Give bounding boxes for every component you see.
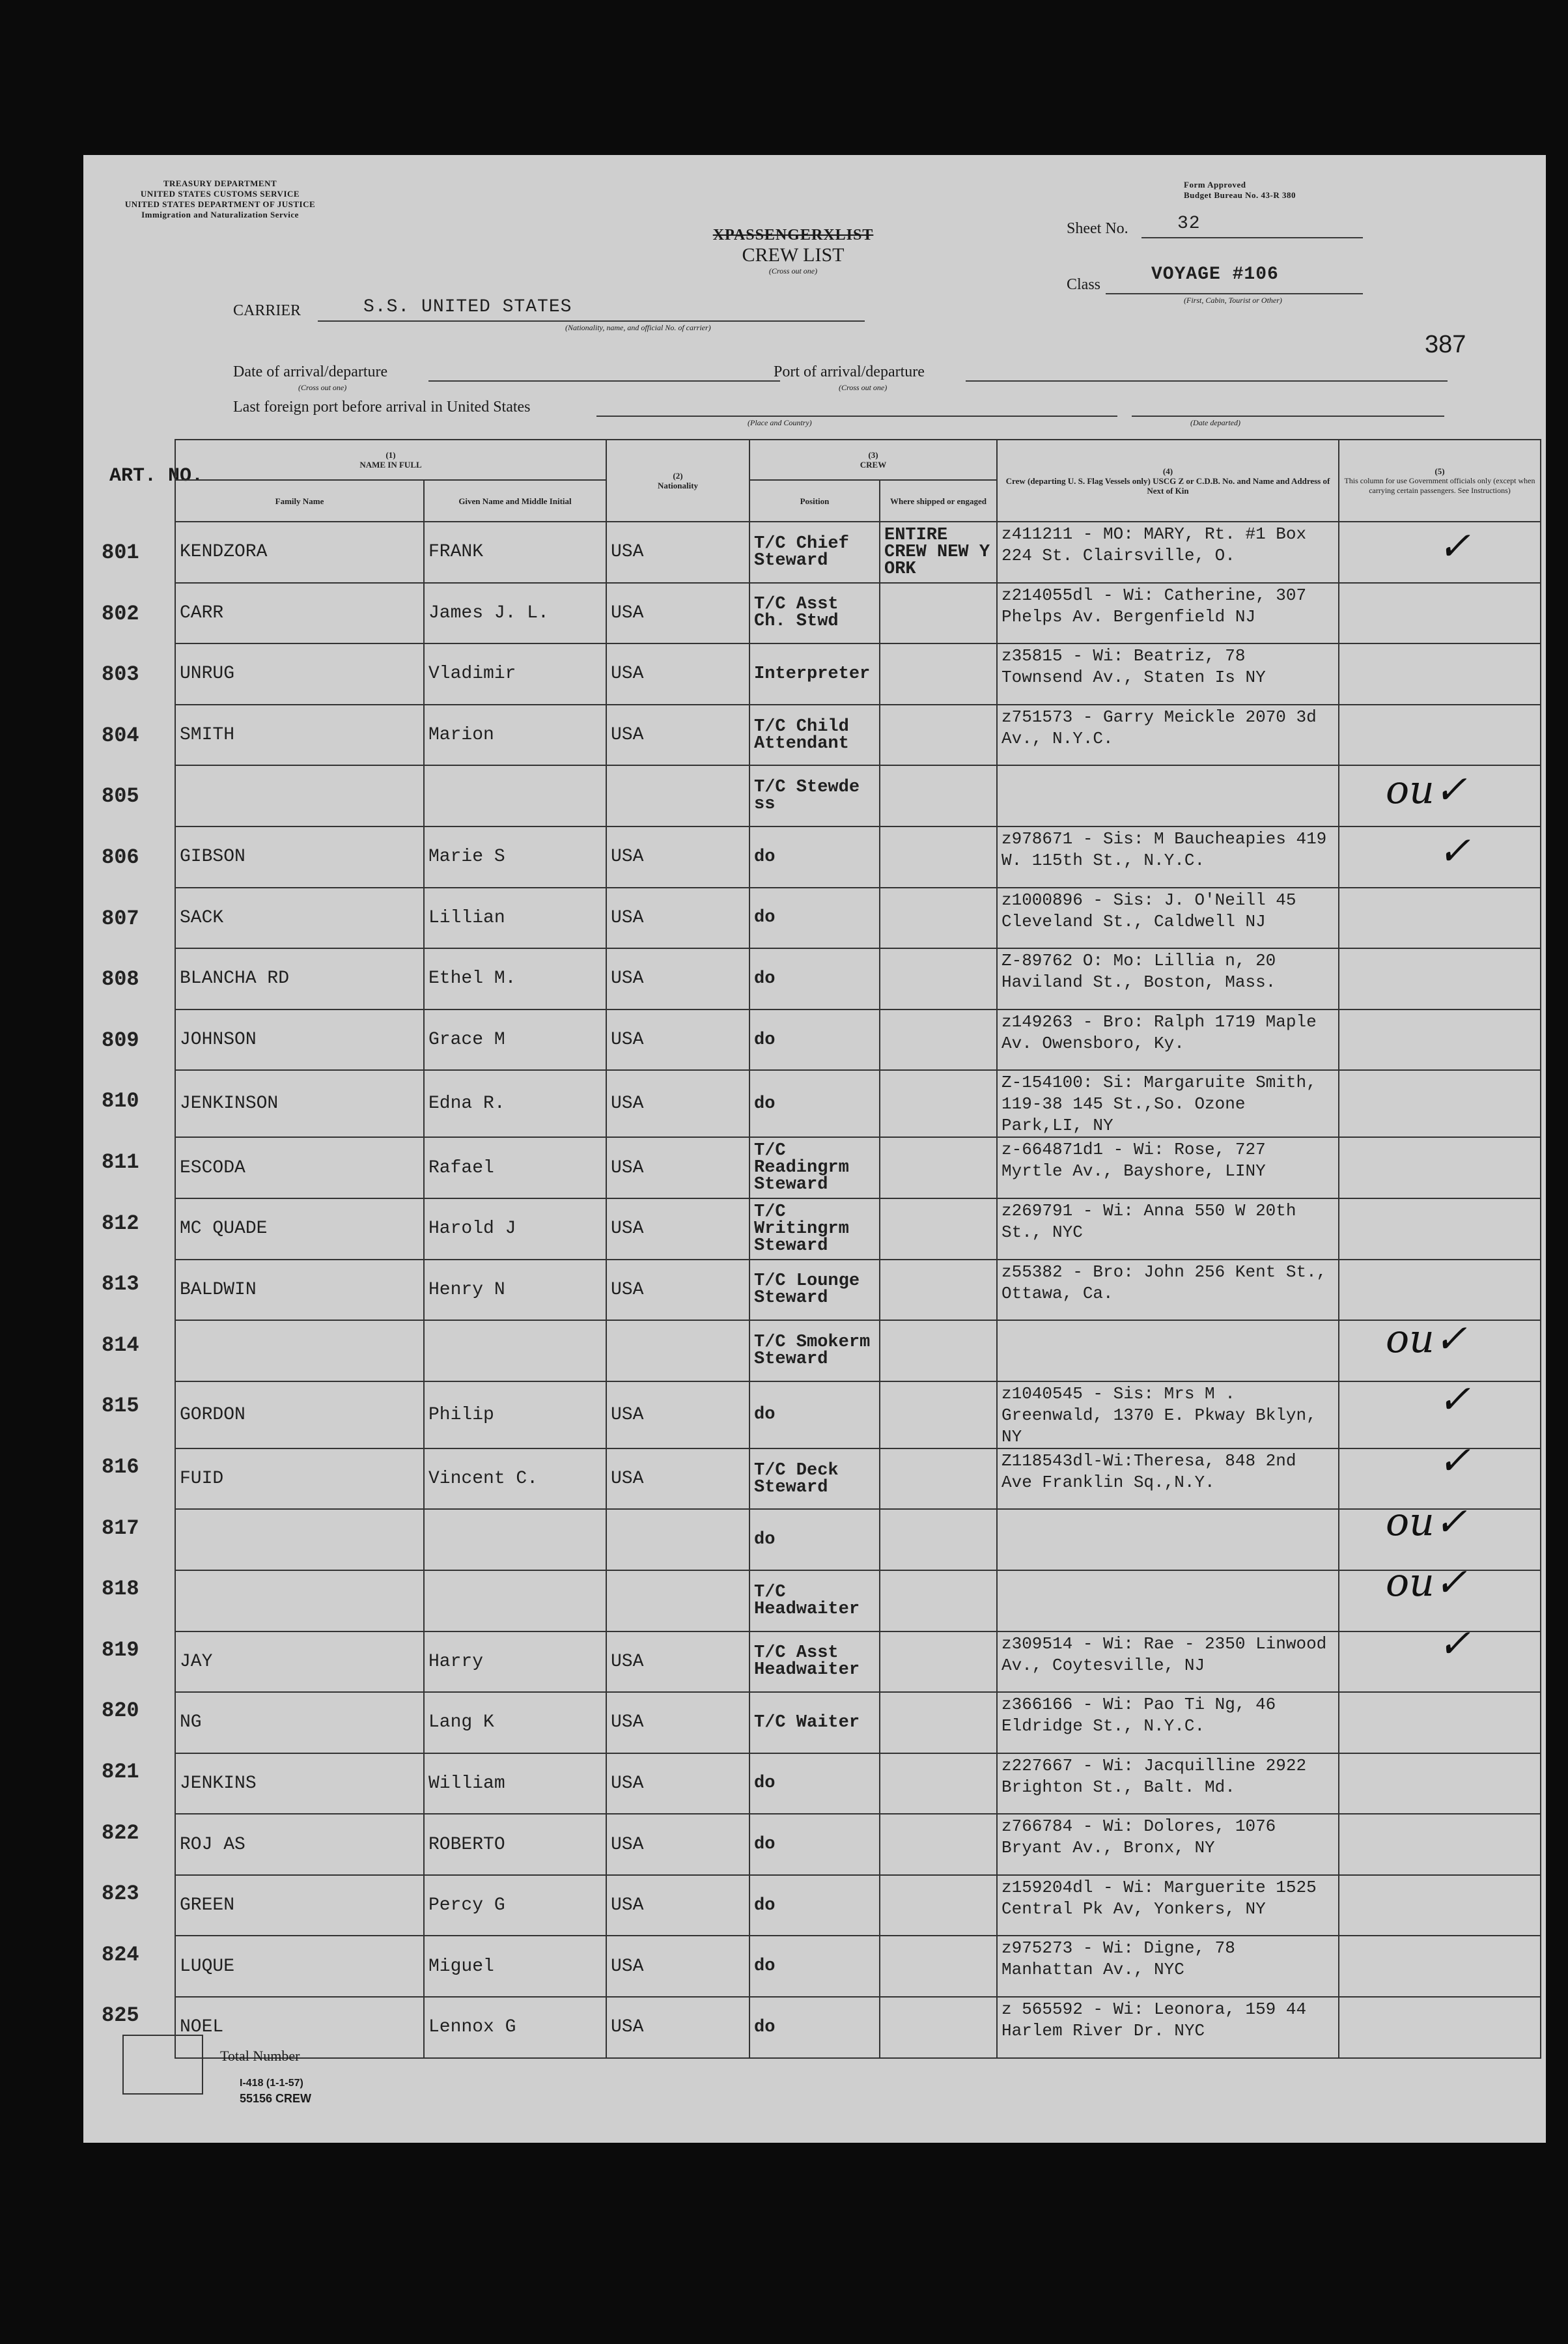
article-number: 824	[102, 1942, 139, 1967]
date-cross-hint: (Cross out one)	[298, 383, 347, 392]
table-row	[175, 1010, 1541, 1071]
position-cell: T/C Readingrm Steward	[749, 1137, 880, 1198]
next-of-kin-cell: Z118543dl-Wi:Theresa, 848 2nd Ave Franklin Sq.,N.Y.	[997, 1448, 1339, 1510]
official-use-cell	[1339, 888, 1541, 949]
col4-title: Crew (departing U. S. Flag Vessels only) USCG Z or C.D.B. No. and Name and Address of Next of Kin	[1005, 475, 1330, 496]
given-name-cell: Lennox G	[424, 1997, 606, 2058]
col-crew-header	[749, 440, 997, 480]
table-row	[175, 1070, 1541, 1137]
table-row	[175, 1692, 1541, 1753]
col1-num: (1)	[385, 450, 396, 460]
next-of-kin-cell: z366166 - Wi: Pao Ti Ng, 46 Eldridge St., N.Y.C.	[997, 1692, 1339, 1753]
where-shipped-cell	[880, 1875, 997, 1936]
next-of-kin-cell: z1040545 - Sis: Mrs M . Greenwald, 1370 E. Pkway Bklyn, NY	[997, 1381, 1339, 1448]
col1-title: NAME IN FULL	[359, 460, 422, 470]
col-name-header	[175, 440, 606, 480]
position-cell: T/C Writingrm Steward	[749, 1198, 880, 1260]
official-use-cell	[1339, 1070, 1541, 1137]
out-mark-icon: ou✓	[1386, 767, 1468, 813]
form-approved-label: Form Approved	[1184, 180, 1246, 190]
given-name-cell: Marion	[424, 705, 606, 766]
date-departed-hint: (Date departed)	[1190, 418, 1240, 427]
out-mark-icon: ou✓	[1386, 1316, 1468, 1362]
where-shipped-cell	[880, 583, 997, 644]
official-use-cell	[1339, 1692, 1541, 1753]
family-name-cell	[175, 1509, 424, 1570]
table-row	[175, 1997, 1541, 2058]
family-name-cell: GREEN	[175, 1875, 424, 1936]
article-number: 806	[102, 845, 139, 869]
table-row	[175, 1631, 1541, 1693]
nationality-cell: USA	[606, 1070, 749, 1137]
where-shipped-cell	[880, 1010, 997, 1071]
next-of-kin-cell: z159204dl - Wi: Marguerite 1525 Central Pk Av, Yonkers, NY	[997, 1875, 1339, 1936]
article-number: 811	[102, 1150, 139, 1174]
family-name-cell: BLANCHA RD	[175, 948, 424, 1010]
col-where-shipped-header: Where shipped or engaged	[880, 480, 997, 522]
given-name-cell: Marie S	[424, 826, 606, 888]
art-no-label: ART. NO.	[109, 465, 204, 487]
last-port-label: Last foreign port before arrival in United States	[233, 399, 531, 416]
family-name-cell	[175, 1320, 424, 1381]
next-of-kin-cell	[997, 1320, 1339, 1381]
nationality-cell: USA	[606, 826, 749, 888]
next-of-kin-cell: z55382 - Bro: John 256 Kent St., Ottawa, Ca.	[997, 1260, 1339, 1321]
agency-line: UNITED STATES CUSTOMS SERVICE	[140, 189, 300, 199]
given-name-cell: Percy G	[424, 1875, 606, 1936]
next-of-kin-cell	[997, 1570, 1339, 1631]
nationality-cell: USA	[606, 1753, 749, 1814]
nationality-cell: USA	[606, 1631, 749, 1693]
given-name-cell	[424, 1320, 606, 1381]
given-name-cell: William	[424, 1753, 606, 1814]
table-row	[175, 888, 1541, 949]
nationality-cell: USA	[606, 1936, 749, 1997]
crew-list-title: CREW LIST	[742, 244, 845, 266]
position-cell: T/C Child Attendant	[749, 705, 880, 766]
check-mark-icon: ✓	[1438, 524, 1471, 569]
total-number-box	[122, 2035, 203, 2095]
position-cell: do	[749, 1936, 880, 1997]
family-name-cell: FUID	[175, 1448, 424, 1510]
given-name-cell	[424, 765, 606, 826]
agency-block	[122, 178, 318, 220]
table-row	[175, 1875, 1541, 1936]
position-cell: T/C Deck Steward	[749, 1448, 880, 1510]
col2-title: Nationality	[657, 481, 699, 490]
official-use-cell	[1339, 643, 1541, 705]
family-name-cell: ESCODA	[175, 1137, 424, 1198]
agency-line: Immigration and Naturalization Service	[141, 210, 299, 219]
form-approved-block	[1184, 180, 1296, 201]
nationality-cell	[606, 765, 749, 826]
col5-num: (5)	[1435, 466, 1445, 476]
port-label: Port of arrival/departure	[774, 363, 925, 380]
where-shipped-cell	[880, 1814, 997, 1875]
nationality-cell: USA	[606, 1381, 749, 1448]
nationality-cell: USA	[606, 705, 749, 766]
article-number: 807	[102, 906, 139, 931]
sheet-no-label: Sheet No.	[1067, 220, 1128, 237]
given-name-cell	[424, 1570, 606, 1631]
crew-stamp: 55156 CREW	[240, 2092, 312, 2105]
position-cell: T/C Asst Headwaiter	[749, 1631, 880, 1693]
table-row	[175, 1509, 1541, 1570]
article-number: 816	[102, 1455, 139, 1479]
given-name-cell: Vladimir	[424, 643, 606, 705]
where-shipped-cell	[880, 1570, 997, 1631]
article-number: 823	[102, 1882, 139, 1906]
family-name-cell: JENKINS	[175, 1753, 424, 1814]
position-cell: do	[749, 1997, 880, 2058]
family-name-cell: GIBSON	[175, 826, 424, 888]
next-of-kin-cell: z269791 - Wi: Anna 550 W 20th St., NYC	[997, 1198, 1339, 1260]
article-number: 804	[102, 723, 139, 748]
nationality-cell: USA	[606, 948, 749, 1010]
where-shipped-cell	[880, 1997, 997, 2058]
article-number: 801	[102, 541, 139, 565]
col-kin-header	[997, 440, 1339, 522]
family-name-cell: UNRUG	[175, 643, 424, 705]
family-name-cell: LUQUE	[175, 1936, 424, 1997]
given-name-cell	[424, 1509, 606, 1570]
given-name-cell: Rafael	[424, 1137, 606, 1198]
where-shipped-cell	[880, 948, 997, 1010]
article-number: 814	[102, 1333, 139, 1357]
carrier-value: S.S. UNITED STATES	[363, 297, 572, 317]
nationality-cell: USA	[606, 888, 749, 949]
position-cell: do	[749, 1070, 880, 1137]
table-row	[175, 1198, 1541, 1260]
crew-list-sheet	[83, 155, 1546, 2143]
where-shipped-cell	[880, 1320, 997, 1381]
where-shipped-cell	[880, 1753, 997, 1814]
cross-out-hint: (Cross out one)	[768, 266, 818, 275]
col3-num: (3)	[868, 450, 878, 460]
out-mark-icon: ou✓	[1386, 1560, 1468, 1606]
nationality-cell: USA	[606, 1997, 749, 2058]
position-cell: do	[749, 948, 880, 1010]
nationality-cell: USA	[606, 1875, 749, 1936]
article-number: 818	[102, 1577, 139, 1602]
where-shipped-cell	[880, 1070, 997, 1137]
family-name-cell: SMITH	[175, 705, 424, 766]
family-name-cell: GORDON	[175, 1381, 424, 1448]
position-cell: do	[749, 826, 880, 888]
place-hint: (Place and Country)	[748, 418, 812, 427]
article-number: 810	[102, 1089, 139, 1114]
official-use-cell	[1339, 1875, 1541, 1936]
nationality-cell: USA	[606, 1692, 749, 1753]
where-shipped-cell	[880, 1692, 997, 1753]
position-cell: do	[749, 1010, 880, 1071]
next-of-kin-cell: Z-89762 O: Mo: Lillia n, 20 Haviland St., Boston, Mass.	[997, 948, 1339, 1010]
next-of-kin-cell: z975273 - Wi: Digne, 78 Manhattan Av., NYC	[997, 1936, 1339, 1997]
official-use-cell	[1339, 1137, 1541, 1198]
given-name-cell: James J. L.	[424, 583, 606, 644]
position-cell: Interpreter	[749, 643, 880, 705]
family-name-cell	[175, 1570, 424, 1631]
article-number: 813	[102, 1272, 139, 1297]
where-shipped-cell	[880, 888, 997, 949]
table-row	[175, 583, 1541, 644]
given-name-cell: Harold J	[424, 1198, 606, 1260]
where-shipped-cell	[880, 826, 997, 888]
nationality-cell: USA	[606, 522, 749, 583]
official-use-cell	[1339, 705, 1541, 766]
given-name-cell: Grace M	[424, 1010, 606, 1071]
sheet-no-value: 32	[1177, 214, 1201, 234]
next-of-kin-cell: z-664871d1 - Wi: Rose, 727 Myrtle Av., Bayshore, LINY	[997, 1137, 1339, 1198]
article-number: 825	[102, 2003, 139, 2028]
position-cell: T/C Chief Steward	[749, 522, 880, 583]
where-shipped-cell	[880, 1448, 997, 1510]
total-number-label: Total Number	[220, 2048, 300, 2064]
position-cell: do	[749, 1753, 880, 1814]
check-mark-icon: ✓	[1438, 1620, 1471, 1667]
next-of-kin-cell	[997, 765, 1339, 826]
where-shipped-cell	[880, 1137, 997, 1198]
given-name-cell: Lillian	[424, 888, 606, 949]
given-name-cell: ROBERTO	[424, 1814, 606, 1875]
family-name-cell: ROJ AS	[175, 1814, 424, 1875]
nationality-cell	[606, 1320, 749, 1381]
class-hint: (First, Cabin, Tourist or Other)	[1184, 296, 1282, 305]
list-title-block	[689, 227, 897, 276]
article-number: 802	[102, 601, 139, 626]
col-given-name-header: Given Name and Middle Initial	[424, 480, 606, 522]
nationality-cell: USA	[606, 1137, 749, 1198]
table-row	[175, 522, 1541, 583]
article-number: 820	[102, 1699, 139, 1723]
official-use-cell	[1339, 1198, 1541, 1260]
official-use-cell	[1339, 583, 1541, 644]
port-cross-hint: (Cross out one)	[839, 383, 888, 392]
position-cell: do	[749, 1875, 880, 1936]
table-row	[175, 643, 1541, 705]
where-shipped-cell: ENTIRE CREW NEW Y ORK	[880, 522, 997, 583]
given-name-cell: Philip	[424, 1381, 606, 1448]
next-of-kin-cell: z227667 - Wi: Jacquilline 2922 Brighton St., Balt. Md.	[997, 1753, 1339, 1814]
where-shipped-cell	[880, 705, 997, 766]
given-name-cell: Miguel	[424, 1936, 606, 1997]
next-of-kin-cell	[997, 1509, 1339, 1570]
table-row	[175, 1381, 1541, 1448]
family-name-cell: JAY	[175, 1631, 424, 1693]
article-number: 812	[102, 1211, 139, 1236]
article-number: 821	[102, 1760, 139, 1784]
class-value: VOYAGE #106	[1151, 264, 1279, 285]
col-nationality-header	[606, 440, 749, 522]
nationality-cell: USA	[606, 1448, 749, 1510]
where-shipped-cell	[880, 1381, 997, 1448]
next-of-kin-cell: z751573 - Garry Meickle 2070 3d Av., N.Y.C.	[997, 705, 1339, 766]
col-family-name-header: Family Name	[175, 480, 424, 522]
article-number: 805	[102, 784, 139, 809]
family-name-cell: SACK	[175, 888, 424, 949]
given-name-cell: Vincent C.	[424, 1448, 606, 1510]
where-shipped-cell	[880, 1260, 997, 1321]
nationality-cell: USA	[606, 1814, 749, 1875]
next-of-kin-cell: z1000896 - Sis: J. O'Neill 45 Cleveland St., Caldwell NJ	[997, 888, 1339, 949]
official-use-cell	[1339, 1997, 1541, 2058]
official-use-cell	[1339, 1753, 1541, 1814]
nationality-cell	[606, 1570, 749, 1631]
check-mark-icon: ✓	[1438, 828, 1471, 874]
col3-title: CREW	[860, 460, 887, 470]
official-use-cell	[1339, 1260, 1541, 1321]
out-mark-icon: ou✓	[1386, 1499, 1468, 1545]
nationality-cell	[606, 1509, 749, 1570]
position-cell: T/C Stewde ss	[749, 765, 880, 826]
family-name-cell: BALDWIN	[175, 1260, 424, 1321]
nationality-cell: USA	[606, 583, 749, 644]
table-row	[175, 765, 1541, 826]
col4-num: (4)	[1162, 466, 1173, 476]
given-name-cell: Ethel M.	[424, 948, 606, 1010]
position-cell: do	[749, 888, 880, 949]
family-name-cell: JENKINSON	[175, 1070, 424, 1137]
family-name-cell: MC QUADE	[175, 1198, 424, 1260]
where-shipped-cell	[880, 1198, 997, 1260]
article-number: 817	[102, 1516, 139, 1540]
crew-table	[175, 439, 1541, 2059]
position-cell: T/C Headwaiter	[749, 1570, 880, 1631]
where-shipped-cell	[880, 1509, 997, 1570]
form-code: I-418 (1-1-57)	[240, 2078, 303, 2089]
table-row	[175, 1448, 1541, 1510]
table-row	[175, 705, 1541, 766]
carrier-hint: (Nationality, name, and official No. of carrier)	[565, 323, 711, 332]
table-row	[175, 826, 1541, 888]
agency-line: TREASURY DEPARTMENT	[163, 178, 277, 188]
position-cell: T/C Smokerm Steward	[749, 1320, 880, 1381]
family-name-cell: KENDZORA	[175, 522, 424, 583]
table-row	[175, 1753, 1541, 1814]
next-of-kin-cell: z35815 - Wi: Beatriz, 78 Townsend Av., Staten Is NY	[997, 643, 1339, 705]
table-row	[175, 1137, 1541, 1198]
carrier-label: CARRIER	[233, 302, 301, 319]
article-number: 808	[102, 967, 139, 992]
family-name-cell: NOEL	[175, 1997, 424, 2058]
given-name-cell: Edna R.	[424, 1070, 606, 1137]
given-name-cell: Lang K	[424, 1692, 606, 1753]
page-number: 387	[1425, 331, 1466, 358]
col-official-header	[1339, 440, 1541, 522]
where-shipped-cell	[880, 1936, 997, 1997]
official-use-cell	[1339, 1814, 1541, 1875]
nationality-cell: USA	[606, 643, 749, 705]
check-mark-icon: ✓	[1438, 1377, 1471, 1423]
nationality-cell: USA	[606, 1260, 749, 1321]
official-use-cell	[1339, 948, 1541, 1010]
nationality-cell: USA	[606, 1010, 749, 1071]
next-of-kin-cell: z309514 - Wi: Rae - 2350 Linwood Av., Coytesville, NJ	[997, 1631, 1339, 1693]
next-of-kin-cell: z766784 - Wi: Dolores, 1076 Bryant Av., Bronx, NY	[997, 1814, 1339, 1875]
next-of-kin-cell: z214055dl - Wi: Catherine, 307 Phelps Av. Bergenfield NJ	[997, 583, 1339, 644]
nationality-cell: USA	[606, 1198, 749, 1260]
table-row	[175, 1814, 1541, 1875]
official-use-cell	[1339, 1010, 1541, 1071]
given-name-cell: Harry	[424, 1631, 606, 1693]
budget-bureau-label: Budget Bureau No. 43-R 380	[1184, 190, 1296, 200]
next-of-kin-cell: z 565592 - Wi: Leonora, 159 44 Harlem River Dr. NYC	[997, 1997, 1339, 2058]
class-label: Class	[1067, 276, 1101, 293]
article-number: 809	[102, 1028, 139, 1052]
table-row	[175, 948, 1541, 1010]
next-of-kin-cell: z411211 - MO: MARY, Rt. #1 Box 224 St. Clairsville, O.	[997, 522, 1339, 583]
official-use-cell	[1339, 1936, 1541, 1997]
col5-title: This column for use Government officials only (except when carrying certain passengers. See Instructions)	[1344, 475, 1535, 495]
family-name-cell: JOHNSON	[175, 1010, 424, 1071]
article-number: 815	[102, 1394, 139, 1419]
col-position-header: Position	[749, 480, 880, 522]
col2-num: (2)	[673, 471, 683, 481]
family-name-cell: NG	[175, 1692, 424, 1753]
article-number: 803	[102, 662, 139, 687]
article-number: 819	[102, 1637, 139, 1662]
where-shipped-cell	[880, 1631, 997, 1693]
family-name-cell: CARR	[175, 583, 424, 644]
passenger-list-struck: XPASSENGERXLIST	[712, 227, 874, 244]
next-of-kin-cell: z978671 - Sis: M Baucheapies 419 W. 115th St., N.Y.C.	[997, 826, 1339, 888]
table-row	[175, 1936, 1541, 1997]
check-mark-icon: ✓	[1438, 1438, 1471, 1484]
given-name-cell: FRANK	[424, 522, 606, 583]
position-cell: T/C Waiter	[749, 1692, 880, 1753]
given-name-cell: Henry N	[424, 1260, 606, 1321]
agency-line: UNITED STATES DEPARTMENT OF JUSTICE	[124, 199, 316, 209]
position-cell: do	[749, 1381, 880, 1448]
position-cell: T/C Asst Ch. Stwd	[749, 583, 880, 644]
position-cell: do	[749, 1509, 880, 1570]
header-row-top	[175, 440, 1541, 480]
position-cell: T/C Lounge Steward	[749, 1260, 880, 1321]
where-shipped-cell	[880, 643, 997, 705]
date-arrival-label: Date of arrival/departure	[233, 363, 388, 380]
article-number: 822	[102, 1820, 139, 1845]
where-shipped-cell	[880, 765, 997, 826]
position-cell: do	[749, 1814, 880, 1875]
next-of-kin-cell: Z-154100: Si: Margaruite Smith, 119-38 145 St.,So. Ozone Park,LI, NY	[997, 1070, 1339, 1137]
table-row	[175, 1260, 1541, 1321]
table-row	[175, 1570, 1541, 1631]
next-of-kin-cell: z149263 - Bro: Ralph 1719 Maple Av. Owensboro, Ky.	[997, 1010, 1339, 1071]
table-row	[175, 1320, 1541, 1381]
family-name-cell	[175, 765, 424, 826]
